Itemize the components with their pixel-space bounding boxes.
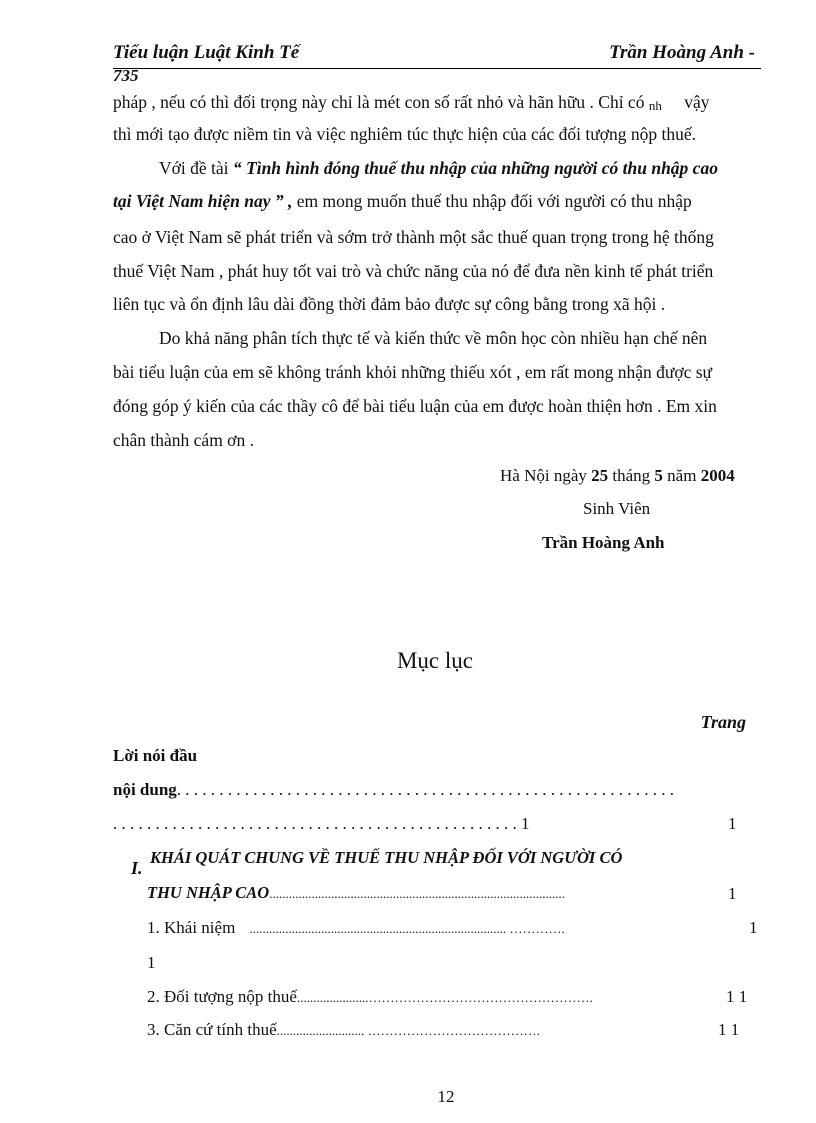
body-text: vậy (684, 92, 710, 112)
date-text: Hà Nội ngày (500, 466, 587, 485)
body-line-3 (159, 158, 718, 179)
body-line-4 (113, 191, 692, 212)
toc-chapter-line-2 (147, 883, 565, 903)
toc-title: Mục lục (396, 648, 473, 673)
toc-dots: ........................................................................................... (269, 886, 565, 901)
body-text: Với đề tài (159, 158, 229, 178)
body-text: em mong muốn thuế thu nhập đối với người có thu nhập (296, 191, 692, 211)
signature-name: Trần Hoàng Anh (542, 533, 665, 552)
toc-item-3-page: 1 1 (718, 1020, 740, 1039)
toc-item-3 (147, 1020, 540, 1040)
toc-dots: . . . . . . . . . . . . . . . . . . . . . . . . . . . . . . . . . . . . . . . . . . . . . . . . 1 (113, 814, 530, 833)
signature-date (500, 466, 735, 486)
body-line-9: bài tiểu luận của em sẽ không tránh khỏi những thiếu xót , em rất mong nhận được sự (113, 362, 713, 382)
toc-item-label: 1. Khái niệm (147, 918, 236, 937)
header-author: Trần Hoàng Anh - (609, 42, 755, 63)
body-line-5: cao ở Việt Nam sẽ phát triển và sớm trở thành một sắc thuế quan trọng trong hệ thống (113, 227, 714, 247)
toc-item-2 (147, 987, 593, 1007)
page-number: 12 (437, 1087, 455, 1106)
body-line-7: liên tục và ổn định lâu dài đồng thời đảm bảo được sự công bằng trong xã hội . (113, 294, 666, 314)
toc-chapter-number: I. (131, 858, 143, 878)
toc-content-page: 1 (728, 814, 737, 833)
toc-item-2-page: 1 1 (726, 987, 748, 1006)
header-number: 735 (113, 66, 139, 85)
toc-page-header: Trang (700, 712, 746, 732)
toc-item-label: 2. Đối tượng nộp thuế (147, 987, 297, 1006)
date-month: 5 (654, 466, 663, 485)
body-line-10: đóng góp ý kiến của các thầy cô để bài tiểu luận của em được hoàn thiện hơn . Em xin (113, 396, 717, 416)
toc-item-1 (147, 918, 565, 938)
toc-item-1-page: 1 (749, 918, 758, 937)
topic-title: “ Tình hình đóng thuế thu nhập của những người có thu nhập cao (232, 158, 718, 178)
body-text: pháp , nếu có thì đối trọng này chỉ là mét con số rất nhỏ và hãn hữu . Chỉ có (113, 92, 645, 112)
toc-dots: ........................... …………………………………. (276, 1023, 540, 1038)
toc-item-1-wrap: 1 (147, 953, 156, 972)
toc-dots: . . . . . . . . . . . . . . . . . . . . . . . . . . . . . . . . . . . . . . . . . . . . . . . . . . . . . . . . . . . (176, 780, 675, 799)
toc-content-cont (113, 814, 530, 834)
toc-dots: ......................……………………………………………. (296, 990, 593, 1005)
toc-chapter-page: 1 (728, 884, 737, 903)
body-line-11: chân thành cám ơn . (113, 430, 254, 450)
body-text-small: nh (648, 98, 662, 113)
body-line-6: thuế Việt Nam , phát huy tốt vai trò và chức năng của nó để đưa nền kinh tế phát triển (113, 261, 714, 281)
signature-role: Sinh Viên (583, 499, 651, 518)
date-year: 2004 (700, 466, 735, 485)
toc-item-label: 3. Căn cứ tính thuế (147, 1020, 277, 1039)
header-title: Tiểu luận Luật Kinh Tế (113, 42, 300, 63)
toc-content-label: nội dung (113, 780, 177, 799)
page-header (113, 38, 761, 69)
topic-title: tại Việt Nam hiện nay ” , (113, 191, 293, 211)
toc-chapter-title: THU NHẬP CAO (147, 883, 270, 902)
date-day: 25 (591, 466, 609, 485)
date-text: năm (667, 466, 697, 485)
toc-intro: Lời nói đầu (113, 746, 198, 765)
body-line-8: Do khả năng phân tích thực tế và kiến thức về môn học còn nhiều hạn chế nên (159, 328, 708, 348)
toc-chapter-line-1: KHÁI QUÁT CHUNG VỀ THUẾ THU NHẬP ĐỐI VỚI NGƯỜI CÓ (150, 848, 623, 867)
date-text: tháng (612, 466, 651, 485)
body-line-2: thì mới tạo được niềm tin và việc nghiêm túc thực hiện của các đối tượng nộp thuế. (113, 124, 697, 144)
toc-dots: ............................................................................... …………. (249, 921, 565, 936)
body-line-1 (113, 92, 709, 113)
toc-content (113, 780, 674, 800)
